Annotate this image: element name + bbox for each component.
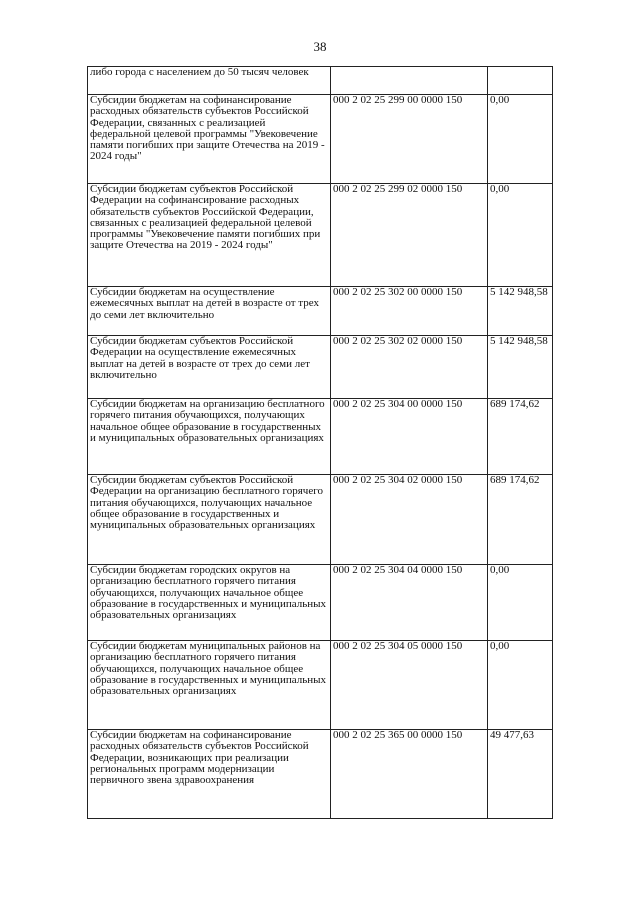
row-amount: 49 477,63 [488,730,553,819]
table-row [88,475,553,565]
row-code: 000 2 02 25 299 00 0000 150 [331,95,488,184]
table-row [88,399,553,475]
table-row [88,730,553,819]
table-row [88,95,553,184]
row-amount: 689 174,62 [488,399,553,475]
table-row [88,184,553,287]
row-name: Субсидии бюджетам субъектов Российской Федерации на осуществление ежемесячных выплат на детей в возрасте от трех до семи лет включительно [88,336,331,399]
row-code: 000 2 02 25 304 02 0000 150 [331,475,488,565]
row-name: Субсидии бюджетам на организацию бесплатного горячего питания обучающихся, получающих начальное общее образование в государственных и муниципальных образовательных организациях [88,399,331,475]
row-amount [488,67,553,95]
row-code: 000 2 02 25 365 00 0000 150 [331,730,488,819]
row-name: Субсидии бюджетам субъектов Российской Федерации на организацию бесплатного горячего питания обучающихся, получающих начальное общее образование в государственных и муниципальных образовательных организациях [88,475,331,565]
row-amount: 0,00 [488,95,553,184]
row-amount: 0,00 [488,184,553,287]
row-amount: 689 174,62 [488,475,553,565]
row-amount: 0,00 [488,641,553,730]
budget-revenue-table [87,66,553,819]
row-code: 000 2 02 25 304 04 0000 150 [331,565,488,641]
row-name: Субсидии бюджетам муниципальных районов на организацию бесплатного горячего питания обучающихся, получающих начальное общее образование в государственных и муниципальных образовательных организациях [88,641,331,730]
table-row [88,67,553,95]
table-row [88,641,553,730]
table-row [88,565,553,641]
table-row [88,287,553,336]
row-name: Субсидии бюджетам городских округов на организацию бесплатного горячего питания обучающихся, получающих начальное общее образование в государственных и муниципальных образовательных организациях [88,565,331,641]
row-code: 000 2 02 25 299 02 0000 150 [331,184,488,287]
row-amount: 5 142 948,58 [488,287,553,336]
row-name: Субсидии бюджетам на софинансирование расходных обязательств субъектов Российской Федерации, возникающих при реализации региональных программ модернизации первичного звена здравоохранения [88,730,331,819]
row-amount: 0,00 [488,565,553,641]
row-code: 000 2 02 25 304 00 0000 150 [331,399,488,475]
row-code: 000 2 02 25 304 05 0000 150 [331,641,488,730]
row-amount: 5 142 948,58 [488,336,553,399]
table-row [88,336,553,399]
row-code: 000 2 02 25 302 00 0000 150 [331,287,488,336]
row-name: Субсидии бюджетам на софинансирование расходных обязательств субъектов Российской Федерации, связанных с реализацией федеральной целевой программы "Увековечение памяти погибших при защите Отечества на 2019 - 2024 годы" [88,95,331,184]
page-number: 38 [313,39,327,54]
row-name: Субсидии бюджетам субъектов Российской Федерации на софинансирование расходных обязательств субъектов Российской Федерации, связанных с реализацией федеральной целевой программы "Увековечение памяти погибших при защите Отечества на 2019 - 2024 годы" [88,184,331,287]
row-code: 000 2 02 25 302 02 0000 150 [331,336,488,399]
row-code [331,67,488,95]
row-name: Субсидии бюджетам на осуществление ежемесячных выплат на детей в возрасте от трех до семи лет включительно [88,287,331,336]
row-name: либо города с населением до 50 тысяч человек [88,67,331,95]
